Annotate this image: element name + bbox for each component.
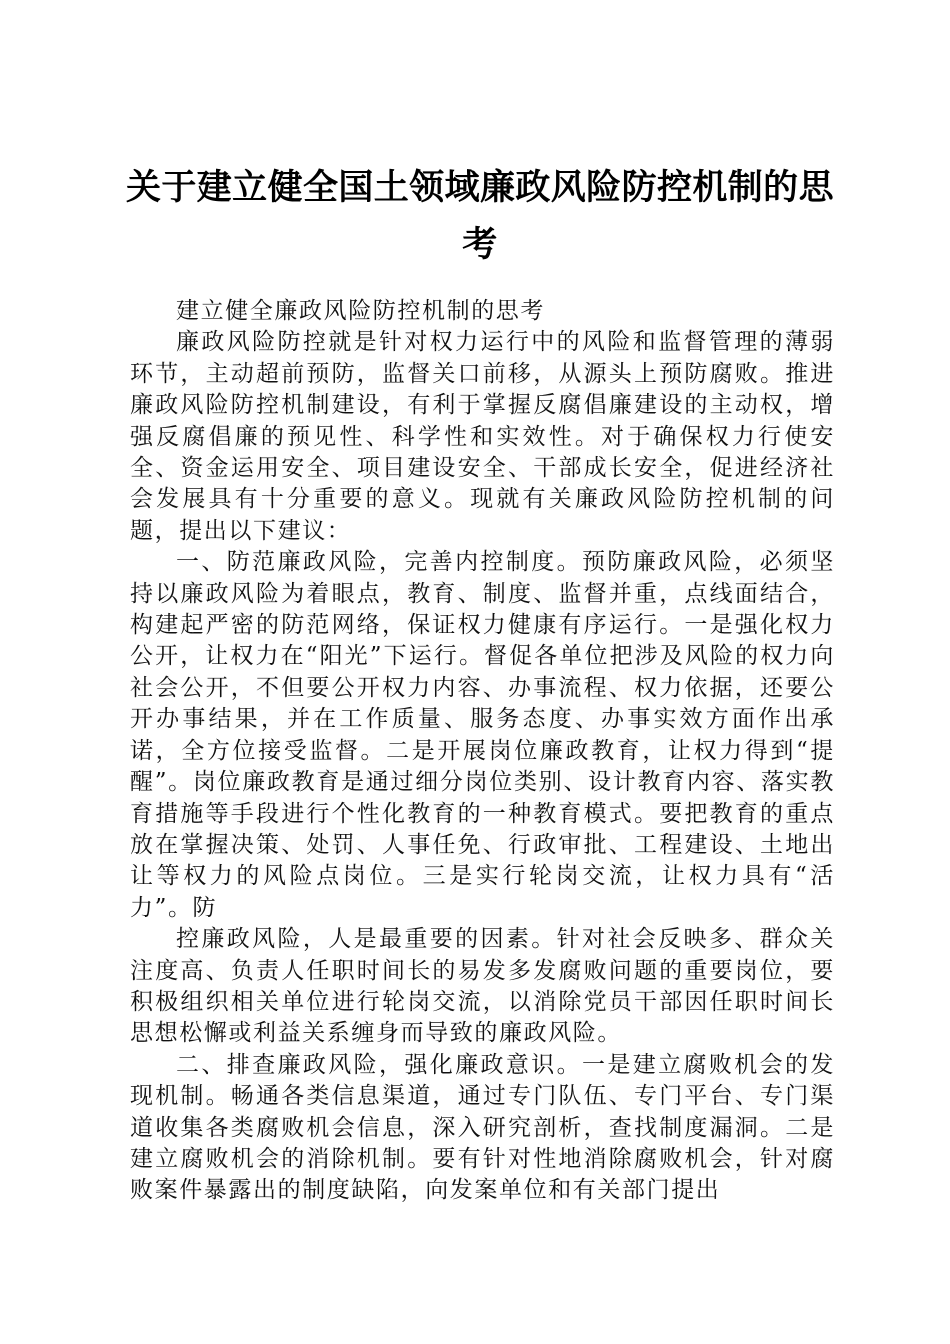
document-title: 关于建立健全国土领域廉政风险防控机制的思考 [125,168,834,265]
paragraph-section-one-continued: 控廉政风险，人是最重要的因素。针对社会反映多、群众关注度高、负责人任职时间长的易发多发腐败问题的重要岗位，要积极组织相关单位进行轮岗交流，以消除党员干部因任职时间长思想松懈或利益关系缠身而导致的廉政风险。 [130,926,835,1047]
document-body [130,296,835,1207]
paragraph-intro: 廉政风险防控就是针对权力运行中的风险和监督管理的薄弱环节，主动超前预防，监督关口前移，从源头上预防腐败。推进廉政风险防控机制建设，有利于掌握反腐倡廉建设的主动权，增强反腐倡廉的预见性、科学性和实效性。对于确保权力行使安全、资金运用安全、项目建设安全、干部成长安全，促进经济社会发展具有十分重要的意义。现就有关廉政风险防控机制的问题，提出以下建议： [130,329,835,544]
paragraph-subtitle: 建立健全廉政风险防控机制的思考 [176,298,545,324]
paragraph-section-two: 二、排查廉政风险，强化廉政意识。一是建立腐败机会的发现机制。畅通各类信息渠道，通过专门队伍、专门平台、专门渠道收集各类腐败机会信息，深入研究剖析，查找制度漏洞。二是建立腐败机会的消除机制。要有针对性地消除腐败机会，针对腐败案件暴露出的制度缺陷，向发案单位和有关部门提出 [130,1051,835,1204]
paragraph-section-one: 一、防范廉政风险，完善内控制度。预防廉政风险，必须坚持以廉政风险为着眼点，教育、制度、监督并重，点线面结合，构建起严密的防范网络，保证权力健康有序运行。一是强化权力公开，让权力在“阳光”下运行。督促各单位把涉及风险的权力向社会公开，不但要公开权力内容、办事流程、权力依据，还要公开办事结果，并在工作质量、服务态度、办事实效方面作出承诺，全方位接受监督。二是开展岗位廉政教育，让权力得到“提醒”。岗位廉政教育是通过细分岗位类别、设计教育内容、落实教育措施等手段进行个性化教育的一种教育模式。要把教育的重点放在掌握决策、处罚、人事任免、行政审批、工程建设、土地出让等权力的风险点岗位。三是实行轮岗交流，让权力具有“活力”。防 [130,549,835,921]
